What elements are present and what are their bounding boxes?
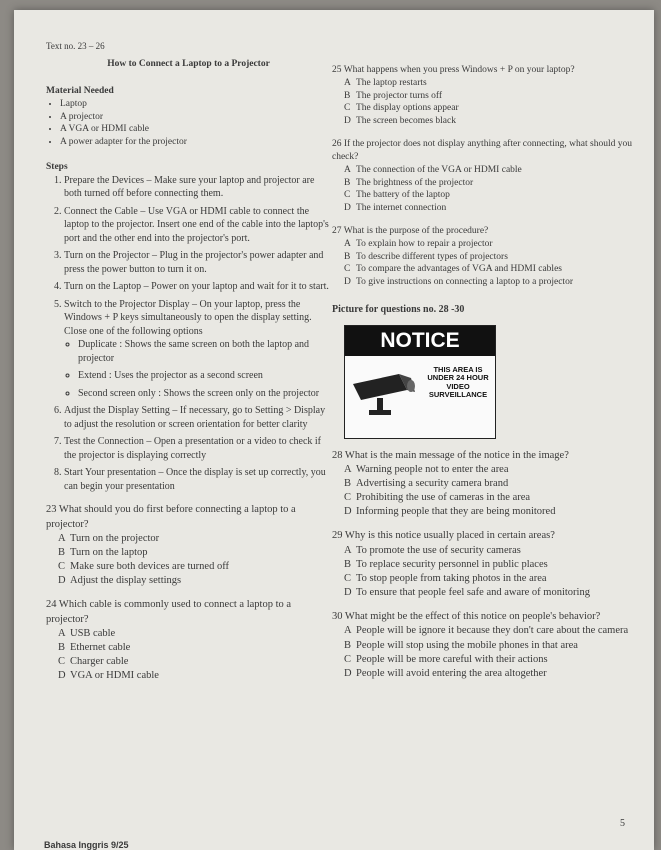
procedure-title: How to Connect a Laptop to a Projector <box>107 59 270 70</box>
display-option: ◦ Extend : Uses the projector as a second screen <box>78 369 331 383</box>
option-text: USB cable <box>70 627 116 639</box>
answer-option-c <box>344 491 632 505</box>
option-text: Advertising a security camera brand <box>356 477 509 489</box>
answer-option-b <box>58 546 331 560</box>
question-stem: 28 What is the main message of the notice in the image? <box>332 449 569 461</box>
option-text: People will be more careful with their actions <box>356 653 548 665</box>
answer-option-a <box>344 544 632 558</box>
answer-option-b <box>344 639 632 653</box>
question-stem: 30 What might be the effect of this notice on people's behavior? <box>332 611 601 623</box>
question-stem: 27 What is the purpose of the procedure? <box>332 225 489 236</box>
answer-option-a <box>344 624 632 638</box>
answer-option-d <box>344 276 632 289</box>
answer-option-c <box>58 655 331 669</box>
page-number: 5 <box>620 818 625 829</box>
option-text: The internet connection <box>356 203 447 214</box>
notice-line: VIDEO <box>446 381 470 391</box>
option-letter: A <box>344 238 351 249</box>
option-letter: B <box>344 177 351 188</box>
option-text: People will avoid entering the area altogether <box>356 667 547 679</box>
question-stem: 29 Why is this notice usually placed in certain areas? <box>332 530 555 542</box>
notice-line: THIS AREA IS <box>433 364 483 374</box>
question-stem: 23 What should you do first before connecting a laptop to a projector? <box>46 504 296 530</box>
notice-sign-image <box>344 325 496 439</box>
material-item: • A power adapter for the projector <box>60 136 331 149</box>
option-letter: D <box>344 116 351 127</box>
answer-option-a <box>344 238 632 251</box>
option-text: To promote the use of security cameras <box>356 544 521 556</box>
steps-heading: Steps <box>46 162 68 173</box>
option-letter: C <box>344 264 351 275</box>
option-letter: D <box>344 667 352 679</box>
option-letter: B <box>344 90 351 101</box>
option-letter: C <box>344 572 352 584</box>
option-letter: D <box>344 506 352 518</box>
material-item: • A VGA or HDMI cable <box>60 123 331 136</box>
question-28 <box>332 449 632 520</box>
answer-option-d <box>344 586 632 600</box>
option-letter: A <box>58 627 66 639</box>
answer-option-c <box>344 572 632 586</box>
option-text: Ethernet cable <box>70 641 131 653</box>
option-letter: A <box>58 532 66 544</box>
notice-banner: NOTICE <box>345 326 495 356</box>
option-letter: B <box>344 639 352 651</box>
option-text: Turn on the laptop <box>70 546 148 558</box>
option-letter: A <box>344 164 351 175</box>
question-30 <box>332 610 632 681</box>
step-item: 8. Start Your presentation – Once the display is set up correctly, you can begin your presentation <box>64 466 331 493</box>
option-text: To ensure that people feel safe and aware of monitoring <box>356 587 590 599</box>
display-option: ◦ Duplicate : Shows the same screen on both the laptop and projector <box>78 338 331 365</box>
picture-heading: Picture for questions no. 28 -30 <box>332 304 465 315</box>
questions-right-top <box>332 64 632 289</box>
answer-option-c <box>58 560 331 574</box>
option-letter: C <box>344 103 351 114</box>
option-letter: B <box>344 477 352 489</box>
option-text: VGA or HDMI cable <box>70 670 159 682</box>
option-letter: D <box>344 203 351 214</box>
questions-right-bottom <box>332 449 632 682</box>
option-letter: A <box>344 625 352 637</box>
answer-option-d <box>344 115 632 128</box>
answer-option-d <box>344 202 632 215</box>
answer-option-d <box>344 505 632 519</box>
option-text: To replace security personnel in public places <box>356 558 548 570</box>
option-text: To give instructions on connecting a laptop to a projector <box>356 277 573 288</box>
option-letter: A <box>344 463 352 475</box>
question-24 <box>46 598 331 683</box>
option-letter: B <box>344 251 351 262</box>
option-text: The battery of the laptop <box>356 190 450 201</box>
option-text: To compare the advantages of VGA and HDMI cables <box>356 264 562 275</box>
answer-option-a <box>344 463 632 477</box>
step-item: 7. Test the Connection – Open a presentation or a video to check if the projector is displaying correctly <box>64 435 331 462</box>
answer-option-c <box>344 102 632 115</box>
answer-option-c <box>344 189 632 202</box>
option-letter: B <box>58 546 66 558</box>
option-text: The connection of the VGA or HDMI cable <box>356 164 522 175</box>
option-letter: C <box>58 561 66 573</box>
material-item: • Laptop <box>60 98 331 111</box>
question-stem: 26 If the projector does not display anything after connecting, what should you check? <box>332 139 632 162</box>
question-25 <box>332 64 632 128</box>
option-text: People will stop using the mobile phones in that area <box>356 639 578 651</box>
steps-list <box>46 174 331 494</box>
answer-option-b <box>344 477 632 491</box>
right-column <box>332 54 632 681</box>
option-letter: D <box>58 670 66 682</box>
materials-list <box>46 98 331 149</box>
answer-option-a <box>344 77 632 90</box>
notice-line: UNDER 24 HOUR <box>427 373 489 383</box>
answer-option-c <box>344 263 632 276</box>
option-text: People will be ignore it because they don't care about the camera <box>356 625 629 637</box>
answer-option-d <box>344 667 632 681</box>
option-text: To explain how to repair a projector <box>356 238 493 249</box>
questions-left <box>46 503 331 683</box>
option-text: To stop people from taking photos in the area <box>356 572 547 584</box>
option-text: The display options appear <box>356 103 459 114</box>
materials-heading: Material Needed <box>46 85 114 96</box>
question-29 <box>332 529 632 600</box>
answer-option-d <box>58 669 331 683</box>
step-text: Switch to the Projector Display – On your laptop, press the Windows + P keys simultaneously to open the display setting. Close one of the following options <box>64 298 312 337</box>
option-letter: A <box>344 544 352 556</box>
text-number-header: Text no. 23 – 26 <box>46 41 105 51</box>
option-letter: C <box>344 492 352 504</box>
option-text: Informing people that they are being monitored <box>356 506 556 518</box>
answer-option-a <box>344 164 632 177</box>
option-letter: D <box>344 587 352 599</box>
option-letter: D <box>58 575 66 587</box>
option-letter: A <box>344 77 351 88</box>
step-item: 6. Adjust the Display Setting – If necessary, go to Setting > Display to adjust the resolution or screen orientation for better clarity <box>64 404 331 431</box>
option-text: The brightness of the projector <box>356 177 474 188</box>
option-text: Warning people not to enter the area <box>356 463 509 475</box>
step-item: 3. Turn on the Projector – Plug in the projector's power adapter and press the power button to turn it on. <box>64 249 331 276</box>
left-column <box>46 40 331 683</box>
option-text: Make sure both devices are turned off <box>70 561 229 573</box>
option-text: Charger cable <box>70 656 129 668</box>
question-stem: 25 What happens when you press Windows + P on your laptop? <box>332 65 575 75</box>
page-footer: Bahasa Inggris 9/25 <box>44 840 129 850</box>
question-27 <box>332 225 632 289</box>
answer-option-a <box>58 627 331 641</box>
worksheet-page <box>14 10 654 850</box>
answer-option-c <box>344 653 632 667</box>
display-option: ◦ Second screen only : Shows the screen only on the projector <box>78 387 331 401</box>
option-text: The projector turns off <box>356 90 443 101</box>
question-stem: 24 Which cable is commonly used to connect a laptop to a projector? <box>46 599 292 625</box>
option-letter: D <box>344 277 351 288</box>
option-letter: C <box>344 190 351 201</box>
notice-line: SURVEILLANCE <box>428 390 488 400</box>
security-camera-icon <box>349 370 421 420</box>
option-text: Adjust the display settings <box>70 575 182 587</box>
option-text: Turn on the projector <box>70 532 160 544</box>
option-text: The screen becomes black <box>356 116 456 127</box>
option-letter: B <box>344 558 352 570</box>
answer-option-b <box>58 641 331 655</box>
option-text: The laptop restarts <box>356 77 427 88</box>
answer-option-b <box>344 90 632 103</box>
notice-text <box>423 366 493 401</box>
answer-option-a <box>58 532 331 546</box>
option-letter: C <box>344 653 352 665</box>
question-23 <box>46 503 331 588</box>
answer-option-b <box>344 177 632 190</box>
option-text: To describe different types of projectors <box>356 251 508 262</box>
option-text: Prohibiting the use of cameras in the area <box>356 492 531 504</box>
step-item <box>64 298 331 401</box>
question-26 <box>332 138 632 215</box>
answer-option-b <box>344 558 632 572</box>
answer-option-b <box>344 251 632 264</box>
step-item: 1. Prepare the Devices – Make sure your laptop and projector are both turned off before connecting them. <box>64 174 331 201</box>
material-item: • A projector <box>60 111 331 124</box>
display-options-list <box>64 338 331 400</box>
answer-option-d <box>58 574 331 588</box>
step-item: 2. Connect the Cable – Use VGA or HDMI cable to connect the laptop to the projector. Insert one end of the cable into the laptop's port and the other end into the projector's port. <box>64 205 331 246</box>
option-letter: C <box>58 656 66 668</box>
option-letter: B <box>58 641 66 653</box>
step-item: 4. Turn on the Laptop – Power on your laptop and wait for it to start. <box>64 280 331 294</box>
